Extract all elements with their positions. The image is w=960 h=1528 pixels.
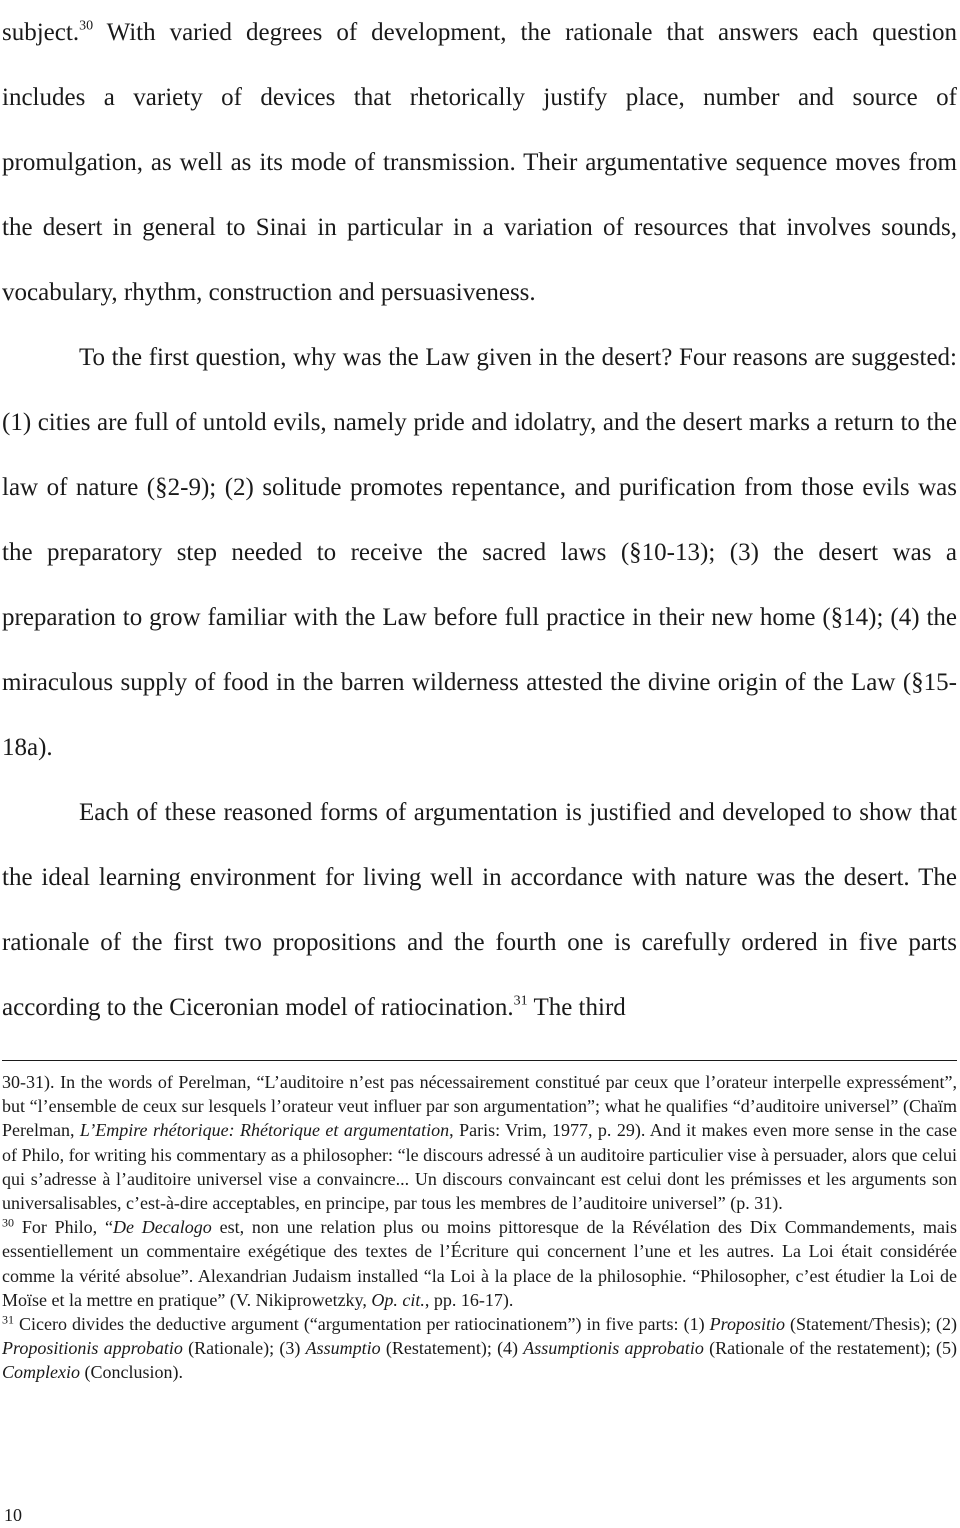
text-run: With varied degrees of development, the rationale that answers each question includes a variety of devices that rhetorically justify place, number and source of promulgation, as well as its mode of transmission. Their argumentative sequence moves from the desert in general to Sinai in particular in a variation of resources that involves sounds, vocabulary, rhythm, construction and persuasiveness.	[2, 19, 957, 306]
footnote-marker: 31	[513, 993, 528, 1009]
text-run: , pp. 16-17).	[424, 1289, 514, 1310]
italic-text: Propositio	[709, 1314, 785, 1335]
footnote-marker: 31	[2, 1312, 14, 1327]
italic-text: Assumptio	[305, 1338, 381, 1359]
footnote-separator	[2, 1060, 957, 1061]
italic-text: Complexio	[2, 1362, 80, 1383]
footnote-31	[2, 1312, 957, 1385]
text-run: For Philo, “	[14, 1217, 113, 1238]
text-run: , Paris: Vrim, 1977, p. 29). And it makes even more sense in the case of Philo, for writing his commentary as a philosopher: “le discours adressé à un auditoire particulier vise à persuader, alors que celui qui s’adresse à l’auditoire universel vise a convaincre... Un discours convaincant est celui dont les prémisses et les arguments son universalisables, c’est-à-dire acceptables, en principe, par tous les membres de l’auditoire universel” (p. 31).	[2, 1120, 957, 1214]
italic-text: Propositionis approbatio	[2, 1338, 183, 1359]
italic-text: Assumptionis approbatio	[523, 1338, 704, 1359]
footnote-marker: 30	[2, 1215, 14, 1230]
main-text	[2, 0, 957, 1040]
text-run: The third	[527, 994, 626, 1021]
footnote-30	[2, 1215, 957, 1312]
italic-text: Op. cit.	[371, 1289, 425, 1310]
text-run: (Statement/Thesis); (2)	[784, 1314, 957, 1335]
italic-text: De Decalogo	[112, 1217, 212, 1238]
text-run: (Conclusion).	[80, 1362, 183, 1383]
page-number: 10	[4, 1505, 22, 1525]
text-run: subject.	[2, 19, 80, 46]
footnotes	[2, 1070, 957, 1385]
paragraph-1	[2, 0, 957, 325]
text-run: (Rationale); (3)	[182, 1338, 306, 1359]
footnote-marker: 30	[79, 18, 94, 34]
text-run: (Restatement); (4)	[380, 1338, 524, 1359]
text-run: Each of these reasoned forms of argumentation is justified and developed to show that the ideal learning environment for living well in accordance with nature was the desert. The rationale of the first two propositions and the fourth one is carefully ordered in five parts according to the Ciceronian model of ratiocination.	[2, 799, 957, 1021]
paragraph-3	[2, 780, 957, 1040]
text-run: (Rationale of the restatement); (5)	[703, 1338, 957, 1359]
footnote-continuation	[2, 1070, 957, 1215]
italic-text: L’Empire rhétorique: Rhétorique et argumentation	[79, 1120, 450, 1141]
text-run: 30-31). In the words of Perelman, “L’auditoire n’est pas nécessairement constitué par ceux que l’orateur interpelle expressément”, but “l’ensemble de ceux sur lesquels l’orateur veut influer par son argumentation”; what he qualifies “d’auditoire universel” (Chaïm Perelman,	[2, 1072, 957, 1141]
text-run: est, non une relation plus ou moins pittoresque de la Révélation des Dix Commandements, mais essentiellement un commentaire exégétique des textes de l’Écriture qui concernent l’une et les autres. La Loi était considérée comme la vérité absolue”. Alexandrian Judaism installed “la Loi à la place de la philosophie. “Philosopher, c’est étudier la Loi de Moïse et la mettre en pratique” (V. Nikiprowetzky,	[2, 1217, 957, 1310]
paragraph-2: To the first question, why was the Law given in the desert? Four reasons are suggested: (1) cities are full of untold evils, namely pride and idolatry, and the desert marks a return to the law of nature (§2-9); (2) solitude promotes repentance, and purification from those evils was the preparatory step needed to receive the sacred laws (§10-13); (3) the desert was a preparation to grow familiar with the Law before full practice in their new home (§14); (4) the miraculous supply of food in the barren wilderness attested the divine origin of the Law (§15-18a).	[2, 344, 957, 761]
text-run: Cicero divides the deductive argument (“argumentation per ratiocinationem”) in five parts: (1)	[14, 1314, 710, 1335]
